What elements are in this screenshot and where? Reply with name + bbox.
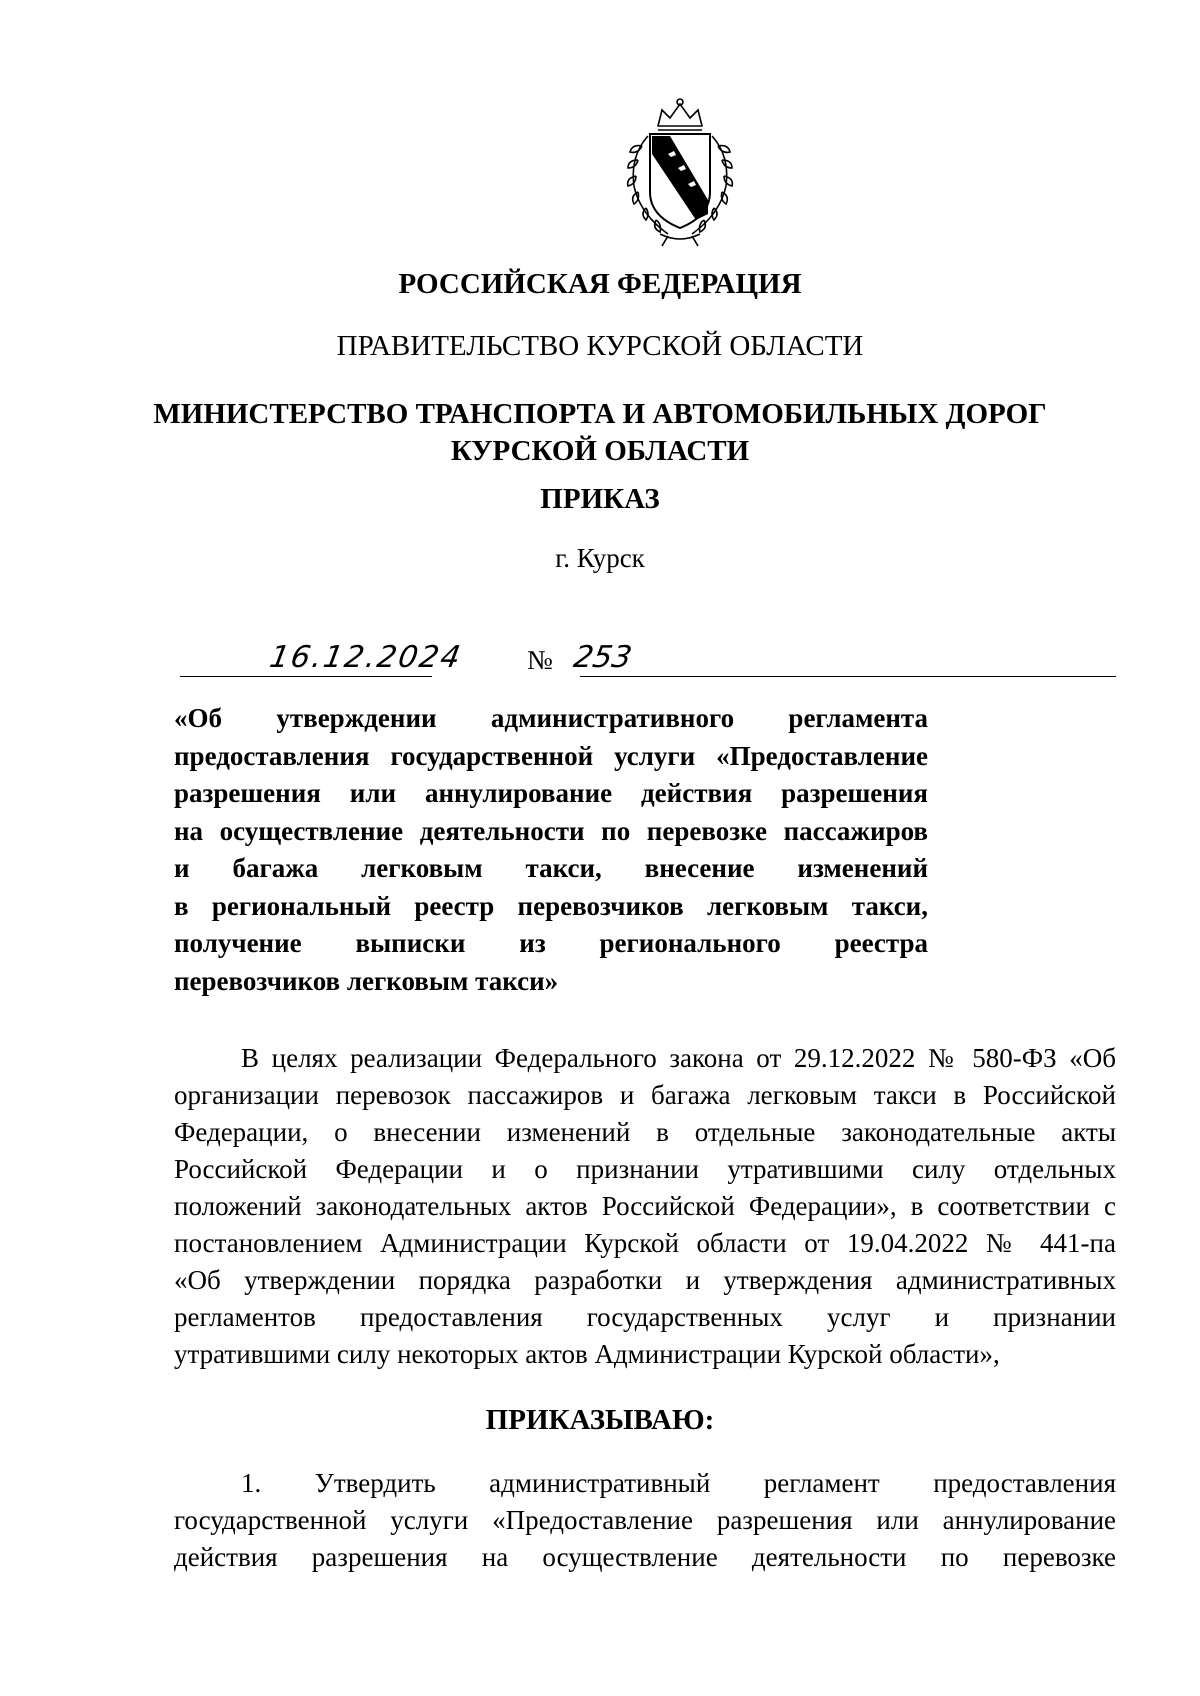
preamble-line: регламентов предоставления государственных услуг и признании [174, 1302, 1116, 1332]
preamble-paragraph [174, 1040, 1116, 1373]
preamble-line: организации перевозок пассажиров и багажа легковым такси в Российской [174, 1080, 1116, 1110]
order-keyword: ПРИКАЗЫВАЮ: [485, 1404, 715, 1436]
preamble-line: постановлением Администрации Курской области от 19.04.2022 № 441-па [174, 1228, 1116, 1258]
coat-of-arms-icon [612, 96, 748, 248]
item-line: действия разрешения на осуществление деятельности по перевозке [174, 1542, 1116, 1572]
title-line: перевозчиков легковым такси» [174, 965, 559, 996]
ministry-heading [0, 396, 1200, 470]
order-item-1 [174, 1465, 1116, 1576]
handwritten-date: 16.12.2024 [266, 640, 465, 675]
title-line: получение выписки из регионального реестра [174, 928, 928, 958]
title-line: разрешения или аннулирование действия разрешения [174, 778, 928, 808]
preamble-line: «Об утверждении порядка разработки и утверждения административных [174, 1265, 1116, 1295]
title-line: «Об утверждении административного регламента [174, 703, 928, 733]
title-line: в региональный реестр перевозчиков легковым такси, [174, 890, 928, 921]
preamble-line: В целях реализации Федерального закона от 29.12.2022 № 580-ФЗ «Об [241, 1043, 1116, 1073]
handwritten-number: 253 [570, 640, 635, 675]
title-line: на осуществление деятельности по перевозке пассажиров [174, 815, 928, 846]
preamble-line: положений законодательных актов Российской Федерации», в соответствии с [174, 1191, 1116, 1221]
item-line: государственной услуги «Предоставление разрешения или аннулирование [174, 1505, 1116, 1535]
item-line: 1. Утвердить административный регламент предоставления [241, 1468, 1116, 1498]
government-heading: ПРАВИТЕЛЬСТВО КУРСКОЙ ОБЛАСТИ [336, 330, 864, 362]
order-title [174, 700, 928, 1000]
document-city: г. Курск [555, 543, 645, 573]
title-line: предоставления государственной услуги «Предоставление [174, 740, 928, 771]
number-sign: № [527, 645, 553, 675]
country-heading: РОССИЙСКАЯ ФЕДЕРАЦИЯ [398, 268, 802, 300]
date-underline [180, 676, 432, 677]
title-line: и багажа легковым такси, внесение изменений [174, 853, 928, 883]
number-underline [580, 676, 1116, 677]
preamble-line: Федерации, о внесении изменений в отдельные законодательные акты [174, 1117, 1116, 1147]
ministry-heading-line: КУРСКОЙ ОБЛАСТИ [450, 435, 750, 467]
preamble-line: утратившими силу некоторых актов Администрации Курской области», [174, 1339, 1000, 1369]
preamble-line: Российской Федерации и о признании утратившими силу отдельных [174, 1154, 1116, 1184]
ministry-heading-line: МИНИСТЕРСТВО ТРАНСПОРТА И АВТОМОБИЛЬНЫХ ДОРОГ [153, 398, 1047, 430]
document-type: ПРИКАЗ [540, 483, 660, 515]
